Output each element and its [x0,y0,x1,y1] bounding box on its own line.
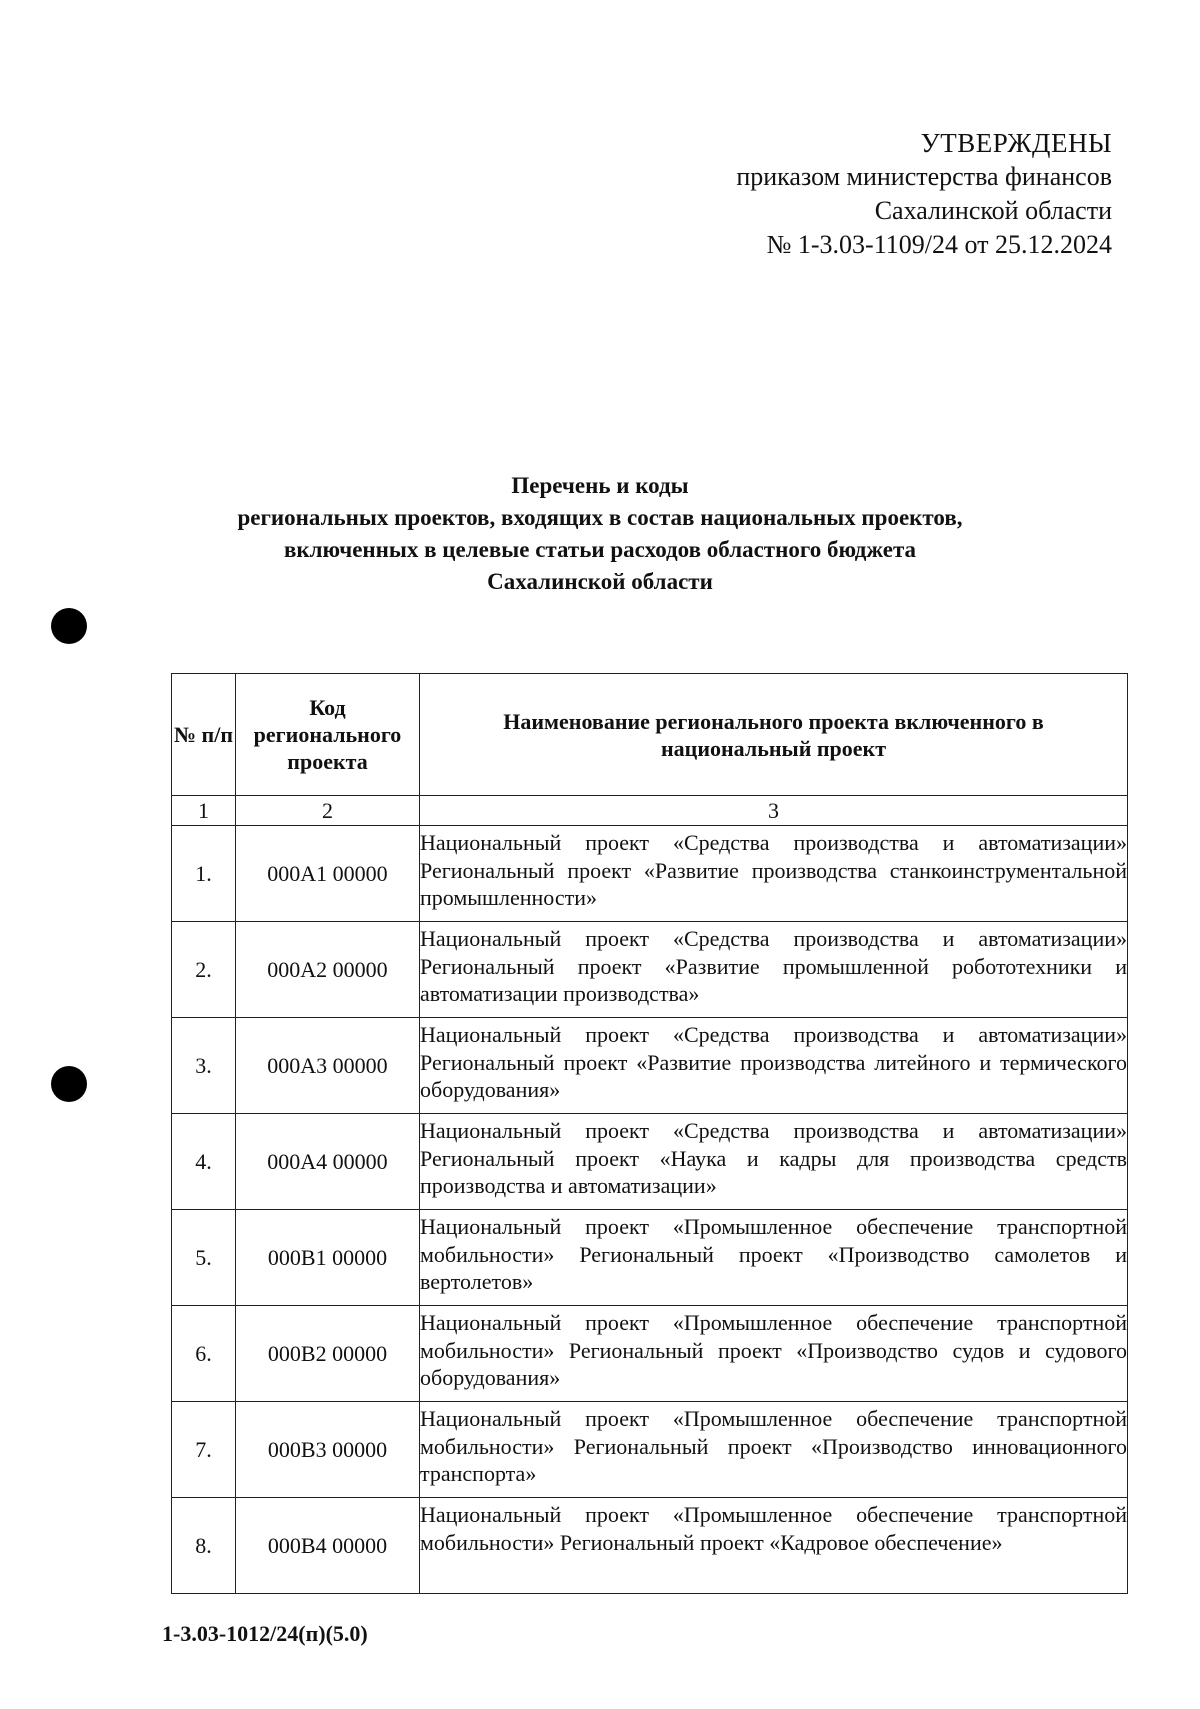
project-name: Национальный проект «Средства производства и автоматизации» Региональный проект «Наука и кадры для производства средств производства и автоматизации» [420,1118,1127,1198]
approval-heading: УТВЕРЖДЕНЫ [920,128,1112,158]
table-row [172,1402,1128,1498]
project-name: Национальный проект «Промышленное обеспечение транспортной мобильности» Региональный проект «Производство самолетов и вертолетов» [420,1214,1127,1294]
project-code: 000А2 00000 [236,922,420,1018]
project-code: 000А3 00000 [236,1018,420,1114]
punch-hole-bottom [51,1066,87,1102]
project-code: 000А4 00000 [236,1114,420,1210]
table-row [172,922,1128,1018]
title-line-4: Сахалинской области [487,569,713,594]
approval-region-line: Сахалинской области [874,196,1112,225]
project-code: 000В1 00000 [236,1210,420,1306]
row-number: 1. [172,826,236,922]
project-name: Национальный проект «Промышленное обеспечение транспортной мобильности» Региональный проект «Производство инновационного транспорта» [420,1406,1127,1486]
row-number: 7. [172,1402,236,1498]
document-title [0,470,1200,598]
row-number: 3. [172,1018,236,1114]
table-row [172,1114,1128,1210]
header-name: Наименование регионального проекта включенного в национальный проект [420,674,1128,796]
project-name: Национальный проект «Промышленное обеспечение транспортной мобильности» Региональный проект «Кадровое обеспечение» [420,1502,1127,1555]
project-code: 000В2 00000 [236,1306,420,1402]
project-code: 000В3 00000 [236,1402,420,1498]
table-header-row [172,674,1128,796]
table-row [172,1306,1128,1402]
row-number: 4. [172,1114,236,1210]
row-number: 6. [172,1306,236,1402]
row-number: 8. [172,1498,236,1594]
table-row [172,1210,1128,1306]
approval-stamp [736,126,1112,262]
project-name: Национальный проект «Средства производства и автоматизации» Региональный проект «Развитие промышленной робототехники и автоматизации производства» [420,926,1127,1006]
row-number: 2. [172,922,236,1018]
project-name: Национальный проект «Средства производства и автоматизации» Региональный проект «Развитие производства литейного и термического оборудования» [420,1022,1127,1102]
column-number: 1 [172,796,236,826]
table-row [172,1498,1128,1594]
punch-hole-top [51,608,87,644]
footer-doc-code: 1-3.03-1012/24(п)(5.0) [162,1621,368,1646]
title-line-2: региональных проектов, входящих в состав национальных проектов, [237,505,963,530]
row-number: 5. [172,1210,236,1306]
table-row [172,1018,1128,1114]
column-number: 2 [236,796,420,826]
approval-number-line: № 1-3.03-1109/24 от 25.12.2024 [766,230,1112,259]
title-line-1: Перечень и коды [511,473,689,498]
column-number: 3 [420,796,1128,826]
project-code: 000В4 00000 [236,1498,420,1594]
approval-order-line: приказом министерства финансов [736,162,1112,191]
table-row [172,826,1128,922]
header-number: № п/п [172,674,236,796]
header-code: Код регионального проекта [236,674,420,796]
title-line-3: включенных в целевые статьи расходов областного бюджета [283,537,917,562]
project-code: 000А1 00000 [236,826,420,922]
project-name: Национальный проект «Промышленное обеспечение транспортной мобильности» Региональный проект «Производство судов и судового оборудования» [420,1310,1127,1390]
project-name: Национальный проект «Средства производства и автоматизации» Региональный проект «Развитие производства станкоинструментальной промышленности» [420,830,1127,910]
projects-table [171,673,1128,1594]
column-number-row [172,796,1128,826]
